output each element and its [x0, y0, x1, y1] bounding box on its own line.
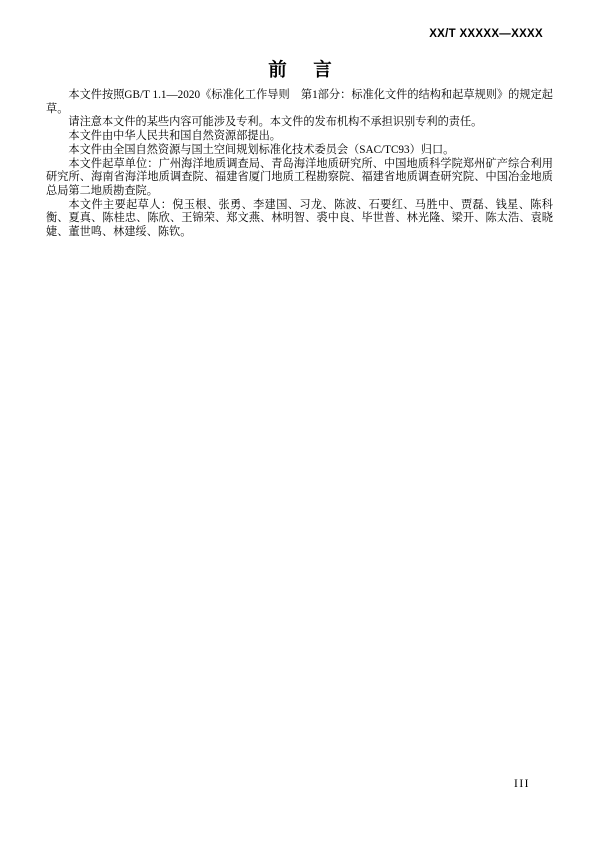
doc-code-header: XX/T XXXXX—XXXX	[429, 28, 543, 40]
page-number: III	[514, 778, 530, 790]
foreword-paragraph-patent-notice: 请注意本文件的某些内容可能涉及专利。本文件的发布机构不承担识别专利的责任。	[68, 116, 483, 129]
foreword-paragraph-proposed-by: 本文件由中华人民共和国自然资源部提出。	[68, 130, 281, 143]
foreword-paragraph-drafting-rules: 本文件按照GB/T 1.1—2020《标准化工作导则 第1部分：标准化文件的结构和起草规则》的规定起草。	[46, 89, 553, 115]
page-title: 前 言	[268, 61, 336, 81]
foreword-paragraph-drafters: 本文件主要起草人：倪玉根、张勇、李建国、习龙、陈波、石要红、马胜中、贾磊、钱星、陈科衡、夏真、陈桂忠、陈欣、王锦荣、郑文燕、林明智、裘中良、毕世普、林光隆、梁开、陈太浩、袁晓婕、董世鸣、林建绥、陈钦。	[46, 198, 553, 239]
foreword-paragraph-drafting-organizations: 本文件起草单位：广州海洋地质调查局、青岛海洋地质研究所、中国地质科学院郑州矿产综合利用研究所、海南省海洋地质调查院、福建省厦门地质工程勘察院、福建省地质调查研究院、中国冶金地质总局第二地质勘查院。	[46, 157, 553, 197]
foreword-body	[46, 89, 553, 240]
foreword-paragraph-committee: 本文件由全国自然资源与国土空间规划标准化技术委员会（SAC/TC93）归口。	[68, 143, 455, 156]
